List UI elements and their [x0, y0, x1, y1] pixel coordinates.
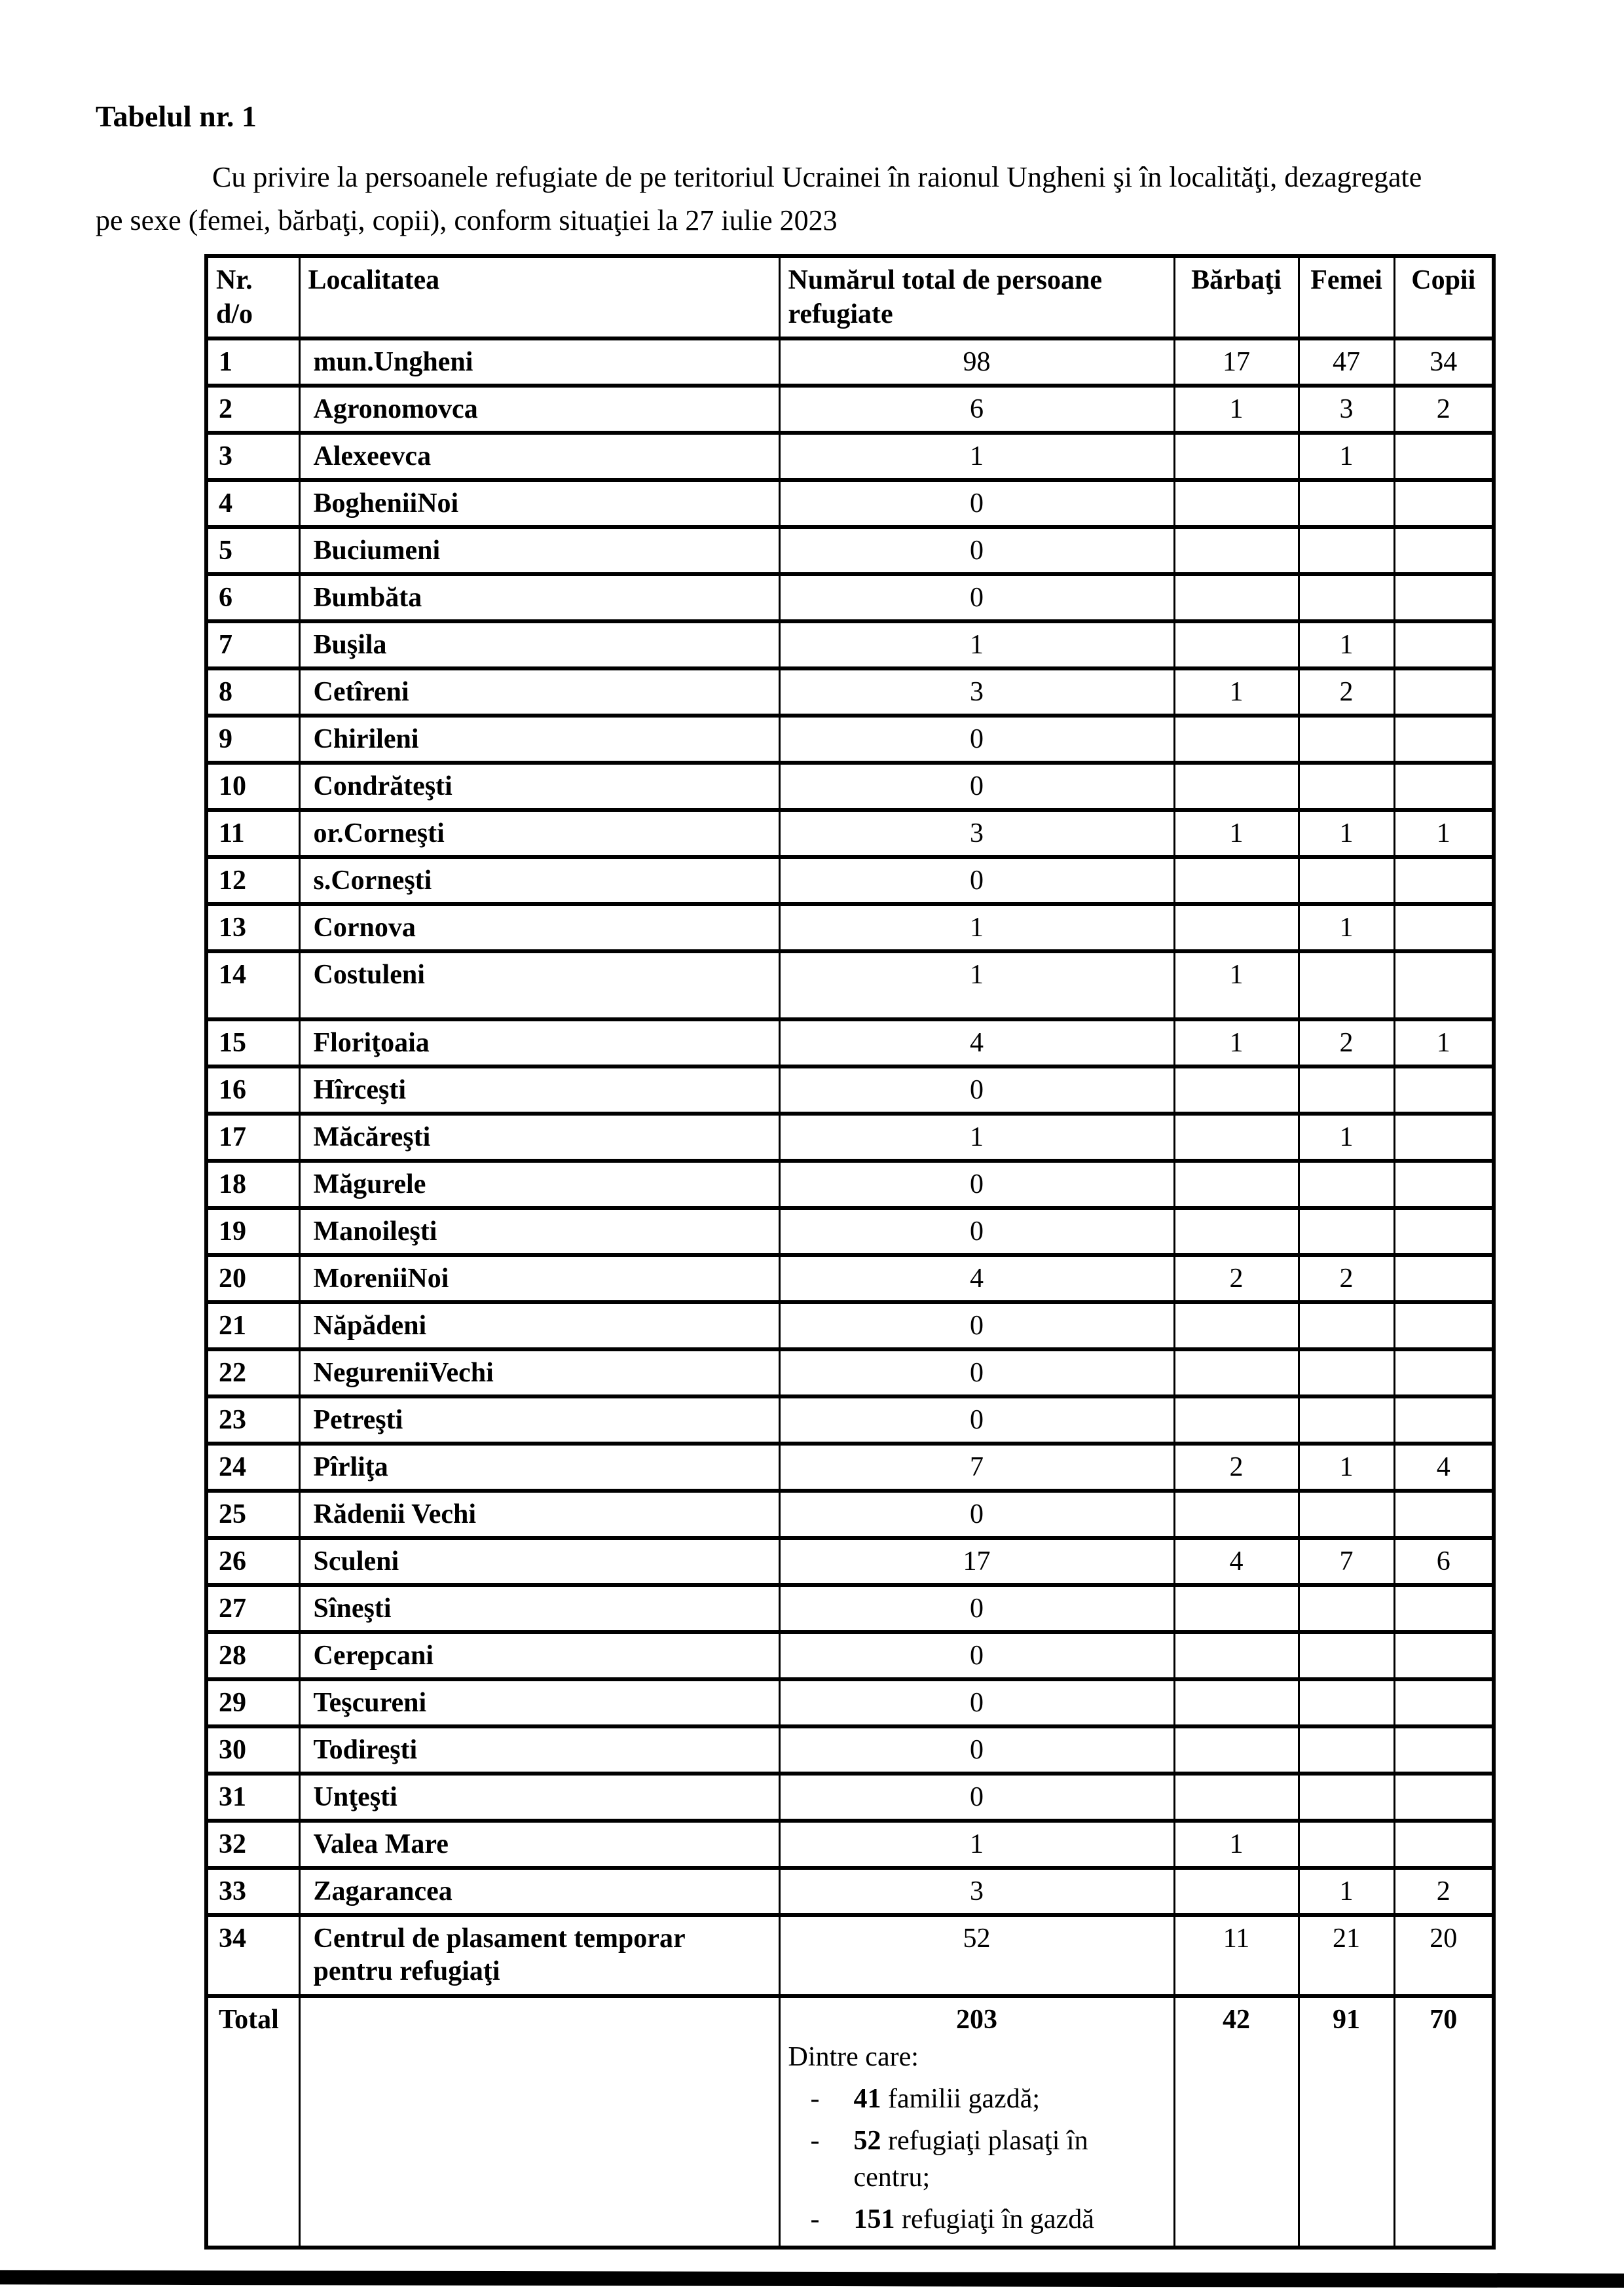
cell-f: 1: [1299, 1114, 1394, 1161]
cell-f: 2: [1299, 1019, 1394, 1066]
cell-b: [1174, 1208, 1299, 1255]
table-row: [206, 1491, 1494, 1538]
cell-c: [1394, 1208, 1494, 1255]
cell-loc: Cornova: [299, 904, 779, 951]
cell-b: 17: [1174, 338, 1299, 386]
breakdown-text: familii gazdă;: [881, 2084, 1041, 2114]
cell-total: 0: [779, 1774, 1174, 1821]
cell-c: 4: [1394, 1444, 1494, 1491]
cell-c: [1394, 1114, 1494, 1161]
cell-b: 11: [1174, 1915, 1299, 1996]
cell-loc: Cerepcani: [299, 1632, 779, 1679]
cell-c: [1394, 1161, 1494, 1208]
cell-f: [1299, 951, 1394, 1019]
cell-nr: 5: [206, 527, 299, 574]
cell-f: [1299, 716, 1394, 763]
cell-total: 17: [779, 1538, 1174, 1585]
cell-b: 1: [1174, 1821, 1299, 1868]
intro-line-1: Cu privire la persoanele refugiate de pe teritoriul Ucrainei în raionul Ungheni şi în localităţi, dezagregate: [212, 161, 1422, 193]
cell-f: [1299, 1161, 1394, 1208]
cell-b: [1174, 1679, 1299, 1726]
cell-c: [1394, 1585, 1494, 1632]
cell-f: [1299, 1066, 1394, 1114]
cell-b: [1174, 527, 1299, 574]
cell-b: 1: [1174, 1019, 1299, 1066]
cell-b: 1: [1174, 810, 1299, 857]
cell-f: [1299, 1208, 1394, 1255]
cell-loc: Floriţoaia: [299, 1019, 779, 1066]
breakdown-item: [788, 2201, 1166, 2238]
breakdown-dash: -: [810, 2126, 820, 2156]
table-row: [206, 1915, 1494, 1996]
cell-b: [1174, 716, 1299, 763]
cell-total: 0: [779, 716, 1174, 763]
cell-f: [1299, 1585, 1394, 1632]
table-row: [206, 1066, 1494, 1114]
cell-nr: 11: [206, 810, 299, 857]
cell-total: 0: [779, 574, 1174, 621]
cell-loc: Todireşti: [299, 1726, 779, 1774]
cell-nr: 1: [206, 338, 299, 386]
total-femei: 91: [1299, 1996, 1394, 2248]
cell-b: [1174, 1114, 1299, 1161]
cell-total: 0: [779, 527, 1174, 574]
refugees-table: [204, 254, 1496, 2250]
cell-b: [1174, 1161, 1299, 1208]
cell-total: 4: [779, 1019, 1174, 1066]
cell-f: 2: [1299, 668, 1394, 716]
cell-nr: 8: [206, 668, 299, 716]
cell-b: [1174, 433, 1299, 480]
cell-total: 0: [779, 1396, 1174, 1444]
cell-loc: Condrăteşti: [299, 763, 779, 810]
cell-total: 1: [779, 1114, 1174, 1161]
cell-loc: s.Corneşti: [299, 857, 779, 904]
cell-nr: 28: [206, 1632, 299, 1679]
cell-nr: 34: [206, 1915, 299, 1996]
cell-nr: 13: [206, 904, 299, 951]
cell-total: 0: [779, 1726, 1174, 1774]
cell-loc: Pîrliţa: [299, 1444, 779, 1491]
cell-total: 0: [779, 1161, 1174, 1208]
cell-loc: Manoileşti: [299, 1208, 779, 1255]
cell-nr: 17: [206, 1114, 299, 1161]
breakdown-dash: -: [810, 2084, 820, 2114]
table-row: [206, 1208, 1494, 1255]
cell-loc: Chirileni: [299, 716, 779, 763]
cell-f: 47: [1299, 338, 1394, 386]
cell-b: 2: [1174, 1444, 1299, 1491]
cell-nr: 29: [206, 1679, 299, 1726]
table-row: [206, 480, 1494, 527]
cell-b: [1174, 1868, 1299, 1915]
table-row: [206, 1821, 1494, 1868]
cell-nr: 25: [206, 1491, 299, 1538]
cell-loc: Măcăreşti: [299, 1114, 779, 1161]
table-row: [206, 1114, 1494, 1161]
cell-loc: Valea Mare: [299, 1821, 779, 1868]
cell-f: [1299, 1679, 1394, 1726]
cell-total: 3: [779, 810, 1174, 857]
table-row: [206, 810, 1494, 857]
cell-c: [1394, 1632, 1494, 1679]
cell-b: [1174, 1066, 1299, 1114]
cell-nr: 3: [206, 433, 299, 480]
cell-loc: Alexeevca: [299, 433, 779, 480]
cell-b: 1: [1174, 386, 1299, 433]
table-row: [206, 386, 1494, 433]
col-header-3: Numărul total de persoane refugiate: [779, 256, 1174, 338]
cell-c: [1394, 1491, 1494, 1538]
breakdown-item: [788, 2123, 1166, 2196]
cell-c: 2: [1394, 386, 1494, 433]
cell-nr: 24: [206, 1444, 299, 1491]
cell-total: 0: [779, 1302, 1174, 1349]
breakdown-value: 151: [853, 2204, 895, 2234]
cell-c: [1394, 1679, 1494, 1726]
cell-total: 7: [779, 1444, 1174, 1491]
cell-f: [1299, 1302, 1394, 1349]
page-title: Tabelul nr. 1: [96, 100, 257, 133]
table-row: [206, 1585, 1494, 1632]
cell-f: 1: [1299, 810, 1394, 857]
cell-nr: 2: [206, 386, 299, 433]
cell-f: 1: [1299, 621, 1394, 668]
cell-total: 0: [779, 1066, 1174, 1114]
cell-f: 1: [1299, 433, 1394, 480]
cell-c: 2: [1394, 1868, 1494, 1915]
table-row: [206, 338, 1494, 386]
cell-nr: 10: [206, 763, 299, 810]
cell-nr: 14: [206, 951, 299, 1019]
cell-c: 1: [1394, 1019, 1494, 1066]
cell-loc: MoreniiNoi: [299, 1255, 779, 1302]
cell-b: [1174, 1774, 1299, 1821]
cell-f: [1299, 1396, 1394, 1444]
cell-nr: 26: [206, 1538, 299, 1585]
cell-b: [1174, 1302, 1299, 1349]
table-row: [206, 904, 1494, 951]
intro-paragraph: [96, 156, 1549, 242]
cell-nr: 15: [206, 1019, 299, 1066]
cell-total: 3: [779, 668, 1174, 716]
cell-loc: or.Corneşti: [299, 810, 779, 857]
cell-b: 4: [1174, 1538, 1299, 1585]
total-localitatea-empty: [299, 1996, 779, 2248]
cell-f: [1299, 1726, 1394, 1774]
cell-loc: BogheniiNoi: [299, 480, 779, 527]
total-value: 203: [956, 2005, 997, 2035]
cell-c: [1394, 1726, 1494, 1774]
cell-f: 2: [1299, 1255, 1394, 1302]
cell-c: [1394, 668, 1494, 716]
cell-nr: 7: [206, 621, 299, 668]
breakdown-text: refugiaţi în gazdă: [895, 2204, 1094, 2234]
cell-c: [1394, 1302, 1494, 1349]
cell-c: [1394, 951, 1494, 1019]
cell-b: [1174, 1349, 1299, 1396]
col-header-5: Femei: [1299, 256, 1394, 338]
cell-c: [1394, 1066, 1494, 1114]
cell-c: [1394, 621, 1494, 668]
col-header-2: Localitatea: [299, 256, 779, 338]
cell-f: [1299, 1774, 1394, 1821]
cell-loc: Rădenii Vechi: [299, 1491, 779, 1538]
cell-total: 1: [779, 951, 1174, 1019]
table-row: [206, 574, 1494, 621]
cell-loc: Agronomovca: [299, 386, 779, 433]
cell-loc: Buciumeni: [299, 527, 779, 574]
cell-c: [1394, 1349, 1494, 1396]
cell-b: [1174, 480, 1299, 527]
breakdown-title: Dintre care:: [788, 2042, 919, 2072]
table-row: [206, 857, 1494, 904]
table-row: [206, 1632, 1494, 1679]
cell-nr: 19: [206, 1208, 299, 1255]
cell-loc: Petreşti: [299, 1396, 779, 1444]
cell-total: 0: [779, 1208, 1174, 1255]
table-row: [206, 1774, 1494, 1821]
cell-f: [1299, 574, 1394, 621]
cell-b: [1174, 1632, 1299, 1679]
cell-c: [1394, 904, 1494, 951]
breakdown-list: [788, 2081, 1166, 2238]
cell-total: 0: [779, 1585, 1174, 1632]
cell-total: 1: [779, 1821, 1174, 1868]
cell-total: 3: [779, 1868, 1174, 1915]
cell-b: 1: [1174, 951, 1299, 1019]
breakdown-dash: -: [810, 2204, 820, 2234]
cell-loc: NegureniiVechi: [299, 1349, 779, 1396]
cell-loc: Sîneşti: [299, 1585, 779, 1632]
cell-loc: mun.Ungheni: [299, 338, 779, 386]
breakdown-value: 52: [853, 2126, 881, 2156]
cell-loc: Teşcureni: [299, 1679, 779, 1726]
breakdown-item: [788, 2081, 1166, 2117]
cell-total: 4: [779, 1255, 1174, 1302]
table-row: [206, 1868, 1494, 1915]
cell-total: 6: [779, 386, 1174, 433]
cell-nr: 16: [206, 1066, 299, 1114]
table-row: [206, 621, 1494, 668]
cell-f: 1: [1299, 904, 1394, 951]
cell-c: 6: [1394, 1538, 1494, 1585]
cell-total: 98: [779, 338, 1174, 386]
cell-nr: 12: [206, 857, 299, 904]
cell-nr: 6: [206, 574, 299, 621]
cell-total: 1: [779, 904, 1174, 951]
cell-nr: 30: [206, 1726, 299, 1774]
total-barbati: 42: [1174, 1996, 1299, 2248]
cell-nr: 22: [206, 1349, 299, 1396]
table-row: [206, 527, 1494, 574]
cell-b: [1174, 857, 1299, 904]
cell-c: [1394, 857, 1494, 904]
cell-loc: Sculeni: [299, 1538, 779, 1585]
cell-loc: Măgurele: [299, 1161, 779, 1208]
cell-f: [1299, 763, 1394, 810]
cell-total: 0: [779, 1679, 1174, 1726]
cell-f: 3: [1299, 386, 1394, 433]
cell-c: [1394, 574, 1494, 621]
cell-b: [1174, 904, 1299, 951]
cell-f: [1299, 857, 1394, 904]
cell-total: 0: [779, 1632, 1174, 1679]
cell-total: 0: [779, 1491, 1174, 1538]
cell-total: 1: [779, 621, 1174, 668]
cell-b: [1174, 621, 1299, 668]
cell-total: 0: [779, 763, 1174, 810]
table-row: [206, 1349, 1494, 1396]
cell-f: 21: [1299, 1915, 1394, 1996]
cell-loc: Bumbăta: [299, 574, 779, 621]
cell-c: [1394, 763, 1494, 810]
cell-f: 1: [1299, 1444, 1394, 1491]
cell-c: [1394, 1821, 1494, 1868]
total-copii: 70: [1394, 1996, 1494, 2248]
cell-c: [1394, 480, 1494, 527]
table-row: [206, 1538, 1494, 1585]
col-header-1: Nr. d/o: [206, 256, 299, 338]
cell-f: [1299, 1491, 1394, 1538]
cell-loc: Unţeşti: [299, 1774, 779, 1821]
cell-b: [1174, 1585, 1299, 1632]
cell-loc: Costuleni: [299, 951, 779, 1019]
cell-c: [1394, 1774, 1494, 1821]
total-number-cell: [779, 1996, 1174, 2248]
cell-total: 52: [779, 1915, 1174, 1996]
table-row: [206, 716, 1494, 763]
cell-total: 0: [779, 480, 1174, 527]
total-label: Total: [206, 1996, 299, 2248]
scan-edge-artifact: [0, 2270, 1624, 2287]
cell-loc: Centrul de plasament temporar pentru refugiaţi: [299, 1915, 779, 1996]
cell-loc: Hîrceşti: [299, 1066, 779, 1114]
cell-c: 1: [1394, 810, 1494, 857]
cell-c: [1394, 1255, 1494, 1302]
cell-nr: 23: [206, 1396, 299, 1444]
cell-nr: 21: [206, 1302, 299, 1349]
col-header-4: Bărbaţi: [1174, 256, 1299, 338]
cell-b: [1174, 1491, 1299, 1538]
cell-nr: 27: [206, 1585, 299, 1632]
table-row: [206, 1302, 1494, 1349]
cell-c: 34: [1394, 338, 1494, 386]
cell-f: [1299, 1632, 1394, 1679]
table-row: [206, 1396, 1494, 1444]
breakdown-text: refugiaţi plasaţi în centru;: [853, 2126, 1088, 2193]
cell-loc: Cetîreni: [299, 668, 779, 716]
cell-f: 7: [1299, 1538, 1394, 1585]
total-row: [206, 1996, 1494, 2248]
table-row: [206, 668, 1494, 716]
cell-nr: 33: [206, 1868, 299, 1915]
cell-c: [1394, 527, 1494, 574]
cell-total: 0: [779, 1349, 1174, 1396]
cell-b: [1174, 574, 1299, 621]
cell-loc: Buşila: [299, 621, 779, 668]
table-row: [206, 1019, 1494, 1066]
table-row: [206, 1255, 1494, 1302]
cell-b: 2: [1174, 1255, 1299, 1302]
table-row: [206, 763, 1494, 810]
table-row: [206, 1444, 1494, 1491]
breakdown-value: 41: [853, 2084, 881, 2114]
cell-nr: 9: [206, 716, 299, 763]
cell-f: [1299, 1349, 1394, 1396]
table-header-row: [206, 256, 1494, 338]
cell-c: [1394, 433, 1494, 480]
cell-total: 1: [779, 433, 1174, 480]
cell-loc: Zagarancea: [299, 1868, 779, 1915]
cell-loc: Năpădeni: [299, 1302, 779, 1349]
cell-nr: 20: [206, 1255, 299, 1302]
cell-nr: 4: [206, 480, 299, 527]
cell-c: [1394, 1396, 1494, 1444]
table-row: [206, 951, 1494, 1019]
cell-c: [1394, 716, 1494, 763]
table-row: [206, 1726, 1494, 1774]
cell-f: [1299, 527, 1394, 574]
cell-b: [1174, 1726, 1299, 1774]
cell-f: 1: [1299, 1868, 1394, 1915]
table-row: [206, 1161, 1494, 1208]
cell-c: 20: [1394, 1915, 1494, 1996]
table-row: [206, 1679, 1494, 1726]
col-header-6: Copii: [1394, 256, 1494, 338]
table-row: [206, 433, 1494, 480]
cell-nr: 18: [206, 1161, 299, 1208]
intro-line-2: pe sexe (femei, bărbaţi, copii), conform situaţiei la 27 iulie 2023: [96, 204, 838, 236]
cell-f: [1299, 480, 1394, 527]
cell-nr: 32: [206, 1821, 299, 1868]
cell-total: 0: [779, 857, 1174, 904]
cell-b: [1174, 1396, 1299, 1444]
cell-f: [1299, 1821, 1394, 1868]
cell-b: 1: [1174, 668, 1299, 716]
cell-b: [1174, 763, 1299, 810]
cell-nr: 31: [206, 1774, 299, 1821]
